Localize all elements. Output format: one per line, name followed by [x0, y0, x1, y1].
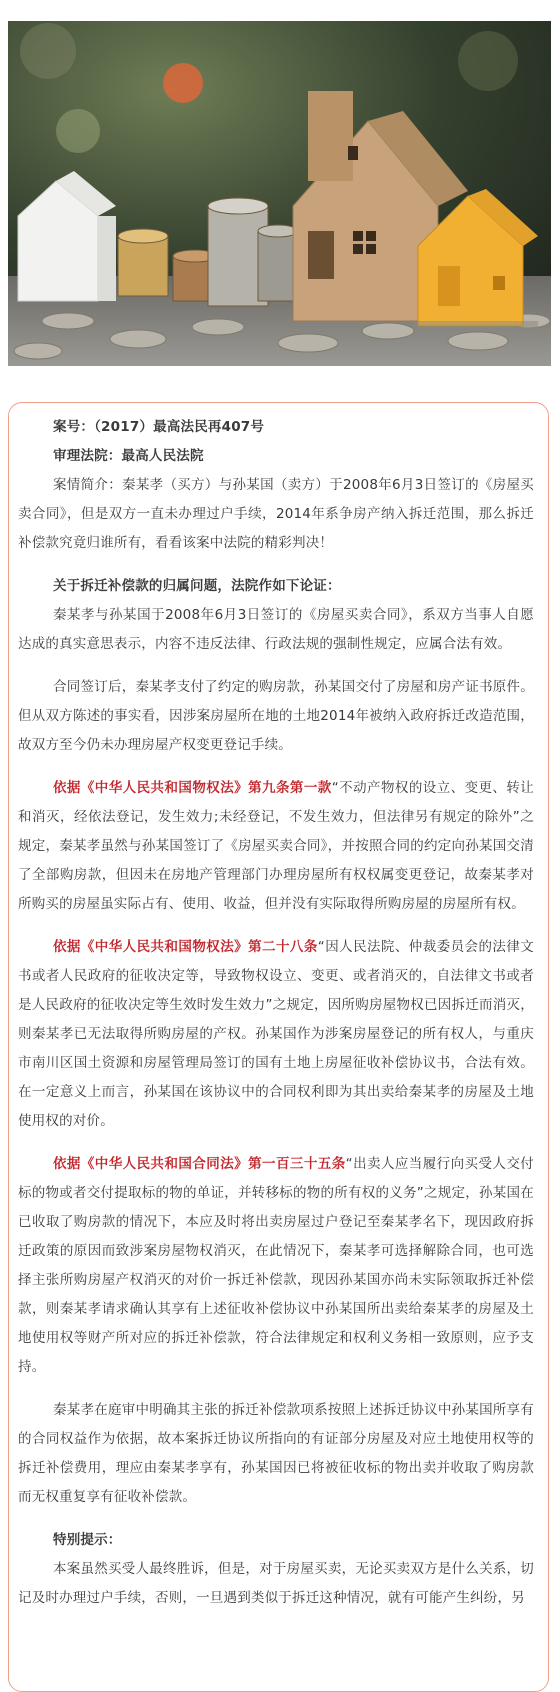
hero-image [8, 21, 551, 366]
section-heading: 关于拆迁补偿款的归属问题，法院作如下论证： [53, 578, 341, 594]
paragraph-contract-valid: 秦某孝与孙某国于2008年6月3日签订的《房屋买卖合同》，系双方当事人自愿达成的真实意思表示，内容不违反法律、行政法规的强制性规定，应属合法有效。 [18, 607, 534, 652]
tip-text: 本案虽然买受人最终胜诉，但是，对于房屋买卖，无论买卖双方是什么关系，切记及时办理过户手续，否则，一旦遇到类似于拆迁这种情况，就有可能产生纠纷，另 [18, 1561, 534, 1606]
article-card [8, 402, 549, 1692]
law-text-article-28: “因人民法院、仲裁委员会的法律文书或者人民政府的征收决定等，导致物权设立、变更、或者消灭的，自法律文书或者是人民政府的征收决定等生效时发生效力”之规定，因所购房屋物权已因拆迁而消灭，则秦某孝已无法取得所购房屋的产权。孙某国作为涉案房屋登记的所有权人，与重庆市南川区国土资源和房屋管理局签订的国有土地上房屋征收补偿协议书，合法有效。在一定意义上而言，孙某国在该协议中的合同权利即为其出卖给秦某孝的房屋及土地使用权的对价。 [18, 939, 534, 1129]
paragraph-after-signing: 合同签订后，秦某孝支付了约定的购房款，孙某国交付了房屋和房产证书原件。但从双方陈述的事实看，因涉案房屋所在地的土地2014年被纳入政府拆迁改造范围，故双方至今仍未办理房屋产权变更登记手续。 [18, 679, 534, 753]
law-text-article-135: “出卖人应当履行向买受人交付标的物或者交付提取标的物的单证，并转移标的物的所有权的义务”之规定，孙某国在已收取了购房款的情况下，本应及时将出卖房屋过户登记至秦某孝名下，现因政府拆迁政策的原因而致涉案房屋物权消灭，在此情况下，秦某孝可选择解除合同，也可选择主张所购房屋产权消灭的对价一拆迁补偿款，现因孙某国亦尚未实际领取拆迁补偿款，则秦某孝请求确认其享有上述征收补偿协议中孙某国所出卖给秦某孝的房屋及土地使用权等财产所对应的拆迁补偿款，符合法律规定和权利义务相一致原则，应予支持。 [18, 1156, 534, 1375]
case-number: 案号：（2017）最高法民再407号 [53, 419, 265, 435]
tip-heading: 特别提示： [53, 1532, 122, 1548]
court-name: 审理法院：最高人民法院 [53, 448, 204, 464]
paragraph-conclusion: 秦某孝在庭审中明确其主张的拆迁补偿款项系按照上述拆迁协议中孙某国所享有的合同权益作为依据，故本案拆迁协议所指向的有证部分房屋及对应土地使用权等的拆迁补偿费用，理应由秦某孝享有，孙某国因已将被征收标的物出卖并收取了购房款而无权重复享有征收补偿款。 [18, 1402, 534, 1505]
law-reference-article-28: 依据《中华人民共和国物权法》第二十八条 [53, 939, 318, 955]
law-text-article-9: “不动产物权的设立、变更、转让和消灭，经依法登记，发生效力;未经登记，不发生效力，但法律另有规定的除外”之规定，秦某孝虽然与孙某国签订了《房屋买卖合同》，并按照合同的约定向孙某国交清了全部购房款，但因未在房地产管理部门办理房屋所有权权属变更登记，故秦某孝对所购买的房屋虽实际占有、使用、收益，但并没有实际取得所购房屋的房屋所有权。 [18, 780, 535, 912]
law-reference-article-9: 依据《中华人民共和国物权法》第九条第一款 [53, 780, 332, 796]
paragraph-property-law-article-28 [18, 933, 534, 1136]
paragraph-property-law-article-9 [18, 774, 534, 919]
paragraph-contract-law-article-135 [18, 1150, 534, 1382]
law-reference-article-135: 依据《中华人民共和国合同法》第一百三十五条 [53, 1156, 346, 1172]
case-summary: 案情简介：秦某孝（买方）与孙某国（卖方）于2008年6月3日签订的《房屋买卖合同》，但是双方一直未办理过户手续，2014年系争房产纳入拆迁范围，那么拆迁补偿款究竟归谁所有，看看该案中法院的精彩判决！ [18, 477, 534, 551]
